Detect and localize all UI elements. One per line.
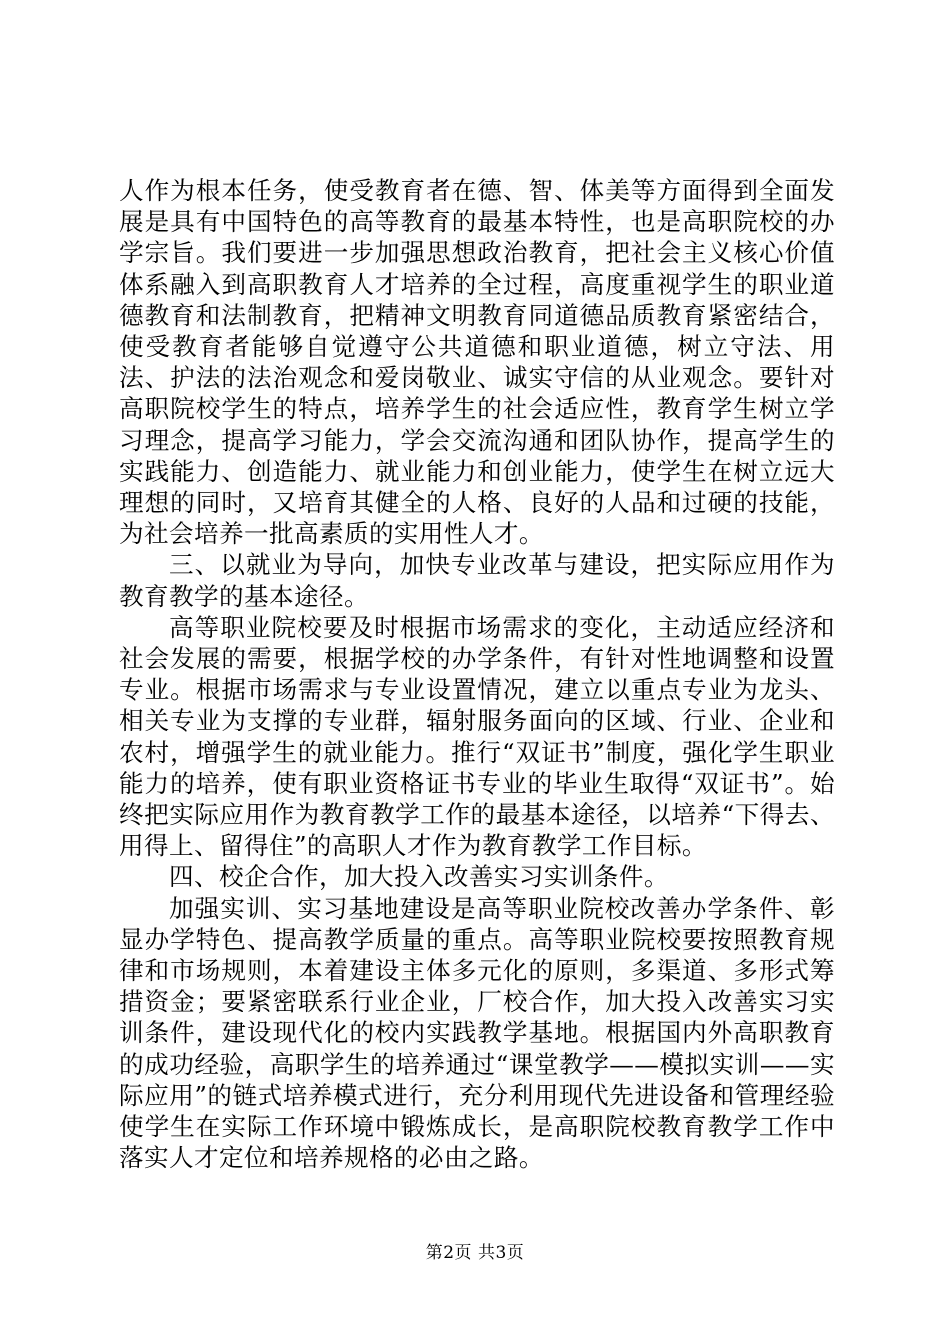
document-body bbox=[119, 175, 835, 1174]
page-number-footer: 第2页 共3页 bbox=[425, 1243, 525, 1263]
section-heading-three: 三、以就业为导向，加快专业改革与建设，把实际应用作为教育教学的基本途径。 bbox=[119, 550, 835, 611]
paragraph-specialty-reform: 高等职业院校要及时根据市场需求的变化，主动适应经济和社会发展的需要，根据学校的办学条件，有针对性地调整和设置专业。根据市场需求与专业设置情况，建立以重点专业为龙头、相关专业为支撑的专业群，辐射服务面向的区域、行业、企业和农村，增强学生的就业能力。推行“双证书”制度，强化学生职业能力的培养，使有职业资格证书专业的毕业生取得“双证书”。始终把实际应用作为教育教学工作的最基本途径，以培养“下得去、用得上、留得住”的高职人才作为教育教学工作目标。 bbox=[119, 612, 835, 861]
paragraph-training-base: 加强实训、实习基地建设是高等职业院校改善办学条件、彰显办学特色、提高教学质量的重点。高等职业院校要按照教育规律和市场规则，本着建设主体多元化的原则，多渠道、多形式筹措资金；要紧密联系行业企业，厂校合作，加大投入改善实习实训条件，建设现代化的校内实践教学基地。根据国内外高职教育的成功经验，高职学生的培养通过“课堂教学——模拟实训——实际应用”的链式培养模式进行，充分利用现代先进设备和管理经验使学生在实际工作环境中锻炼成长，是高职院校教育教学工作中落实人才定位和培养规格的必由之路。 bbox=[119, 893, 835, 1173]
paragraph-continuation: 人作为根本任务，使受教育者在德、智、体美等方面得到全面发展是具有中国特色的高等教育的最基本特性，也是高职院校的办学宗旨。我们要进一步加强思想政治教育，把社会主义核心价值体系融入到高职教育人才培养的全过程，高度重视学生的职业道德教育和法制教育，把精神文明教育同道德品质教育紧密结合，使受教育者能够自觉遵守公共道德和职业道德，树立守法、用法、护法的法治观念和爱岗敬业、诚实守信的从业观念。要针对高职院校学生的特点，培养学生的社会适应性，教育学生树立学习理念，提高学习能力，学会交流沟通和团队协作，提高学生的实践能力、创造能力、就业能力和创业能力，使学生在树立远大理想的同时，又培育其健全的人格、良好的人品和过硬的技能，为社会培养一批高素质的实用性人才。 bbox=[119, 176, 835, 549]
section-heading-four: 四、校企合作，加大投入改善实习实训条件。 bbox=[169, 862, 669, 892]
